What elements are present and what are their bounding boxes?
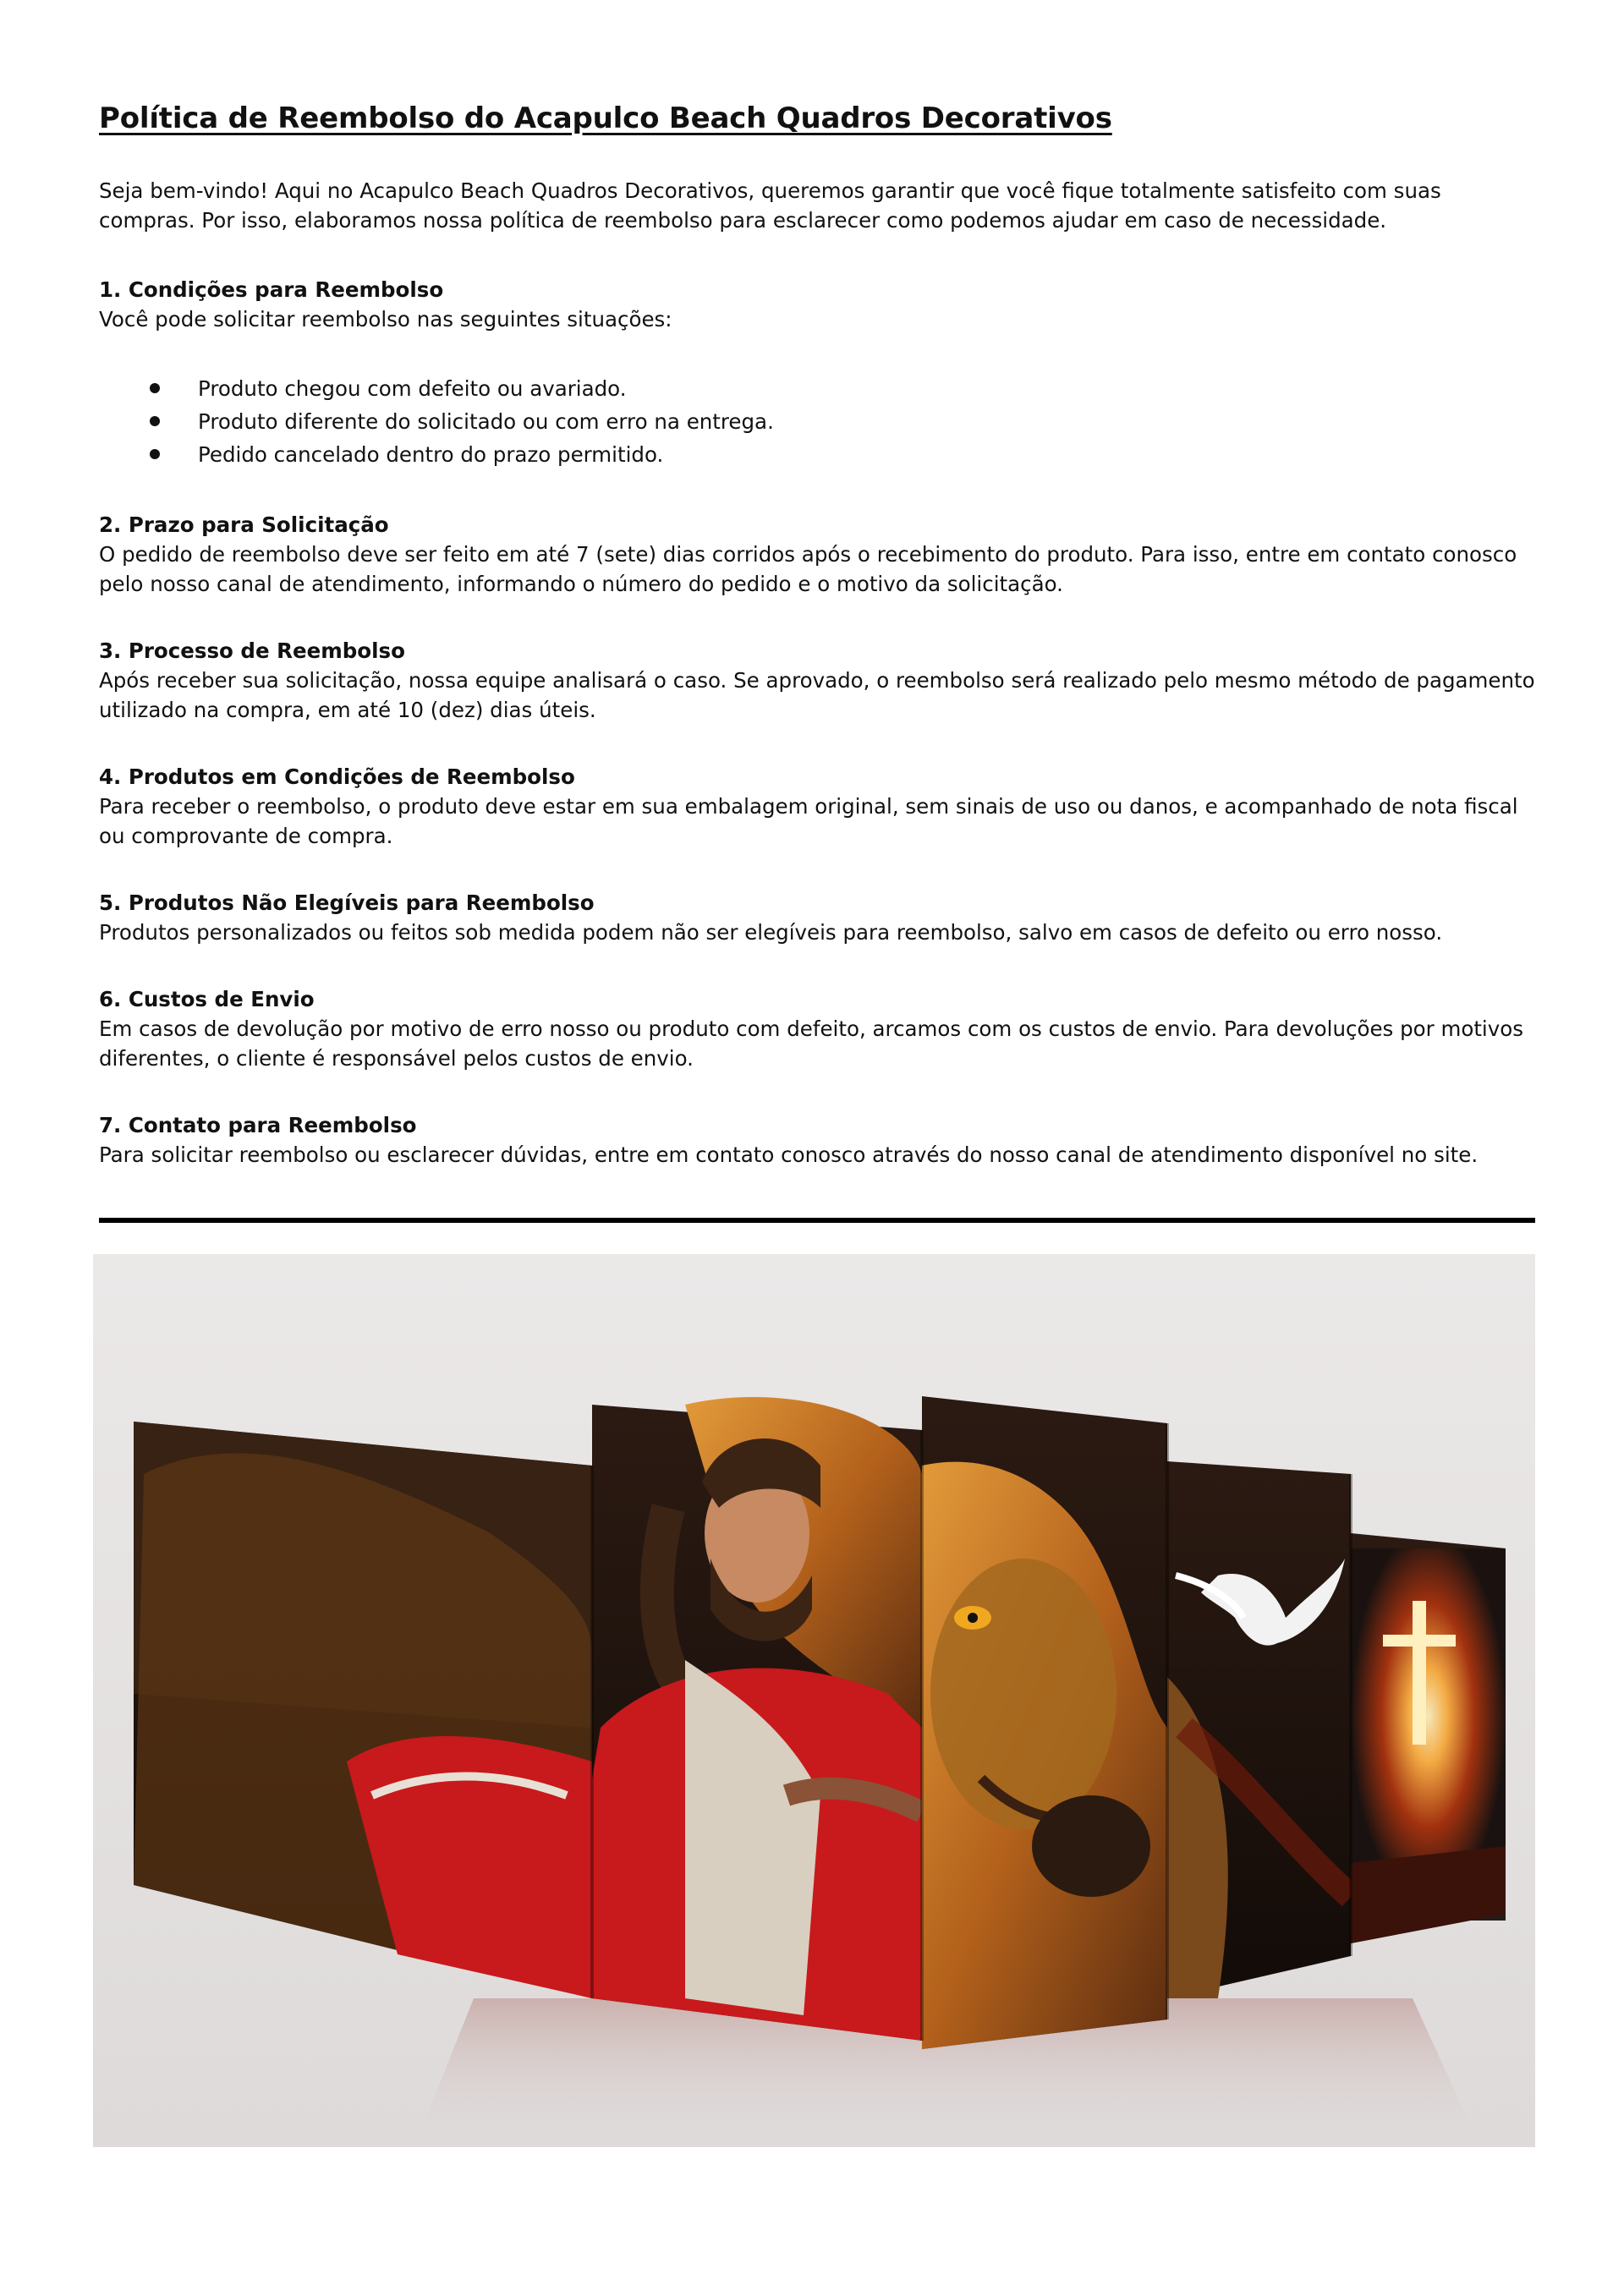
section-3-heading: 3. Processo de Reembolso xyxy=(99,638,405,663)
intro-paragraph: Seja bem-vindo! Aqui no Acapulco Beach Quadros Decorativos, queremos garantir que você fique totalmente satisfeito com suas compras. Por isso, elaboramos nossa política de reembolso para esclarecer como podemos ajudar em caso de necessidade. xyxy=(99,178,1441,233)
bullet-icon xyxy=(150,416,160,426)
list-item-text: Produto chegou com defeito ou avariado. xyxy=(198,376,627,401)
list-item-text: Pedido cancelado dentro do prazo permitido. xyxy=(198,442,664,467)
section-5-heading: 5. Produtos Não Elegíveis para Reembolso xyxy=(99,890,595,915)
section-1-text: Você pode solicitar reembolso nas seguintes situações: xyxy=(99,307,672,332)
bullet-icon xyxy=(150,449,160,459)
horizontal-divider xyxy=(99,1218,1535,1223)
section-2-heading: 2. Prazo para Solicitação xyxy=(99,512,389,537)
refund-conditions-list xyxy=(99,372,774,471)
page-title: Política de Reembolso do Acapulco Beach Quadros Decorativos xyxy=(99,101,1112,135)
section-7-heading: 7. Contato para Reembolso xyxy=(99,1113,417,1137)
section-5-text: Produtos personalizados ou feitos sob medida podem não ser elegíveis para reembolso, salvo em casos de defeito ou erro nosso. xyxy=(99,920,1443,945)
list-item xyxy=(99,405,774,438)
section-2-text: O pedido de reembolso deve ser feito em até 7 (sete) dias corridos após o recebimento do produto. Para isso, entre em contato conosco pelo nosso canal de atendimento, informando o número do pedido e o motivo da solicitação. xyxy=(99,542,1517,596)
list-item-text: Produto diferente do solicitado ou com erro na entrega. xyxy=(198,409,774,434)
list-item xyxy=(99,372,774,405)
canvas-panel-3 xyxy=(922,1396,1167,2049)
section-3-text: Após receber sua solicitação, nossa equipe analisará o caso. Se aprovado, o reembolso será realizado pelo mesmo método de pagamento utilizado na compra, em até 10 (dez) dias úteis. xyxy=(99,668,1535,722)
canvas-panel-4 xyxy=(1167,1461,1351,1998)
section-4-text: Para receber o reembolso, o produto deve estar em sua embalagem original, sem sinais de uso ou danos, e acompanhado de nota fiscal ou comprovante de compra. xyxy=(99,794,1518,848)
canvas-panel-5 xyxy=(1351,1533,1506,1943)
section-1-heading: 1. Condições para Reembolso xyxy=(99,277,444,302)
section-4-heading: 4. Produtos em Condições de Reembolso xyxy=(99,764,575,789)
list-item xyxy=(99,438,774,471)
product-image xyxy=(93,1254,1535,2147)
section-6-text: Em casos de devolução por motivo de erro nosso ou produto com defeito, arcamos com os custos de envio. Para devoluções por motivos diferentes, o cliente é responsável pelos custos de envio. xyxy=(99,1016,1523,1071)
bullet-icon xyxy=(150,383,160,393)
section-7-text: Para solicitar reembolso ou esclarecer dúvidas, entre em contato conosco através do nosso canal de atendimento disponível no site. xyxy=(99,1143,1479,1167)
five-panel-canvas-illustration xyxy=(93,1254,1535,2147)
section-6-heading: 6. Custos de Envio xyxy=(99,987,315,1011)
canvas-panel-2 xyxy=(592,1397,922,2041)
